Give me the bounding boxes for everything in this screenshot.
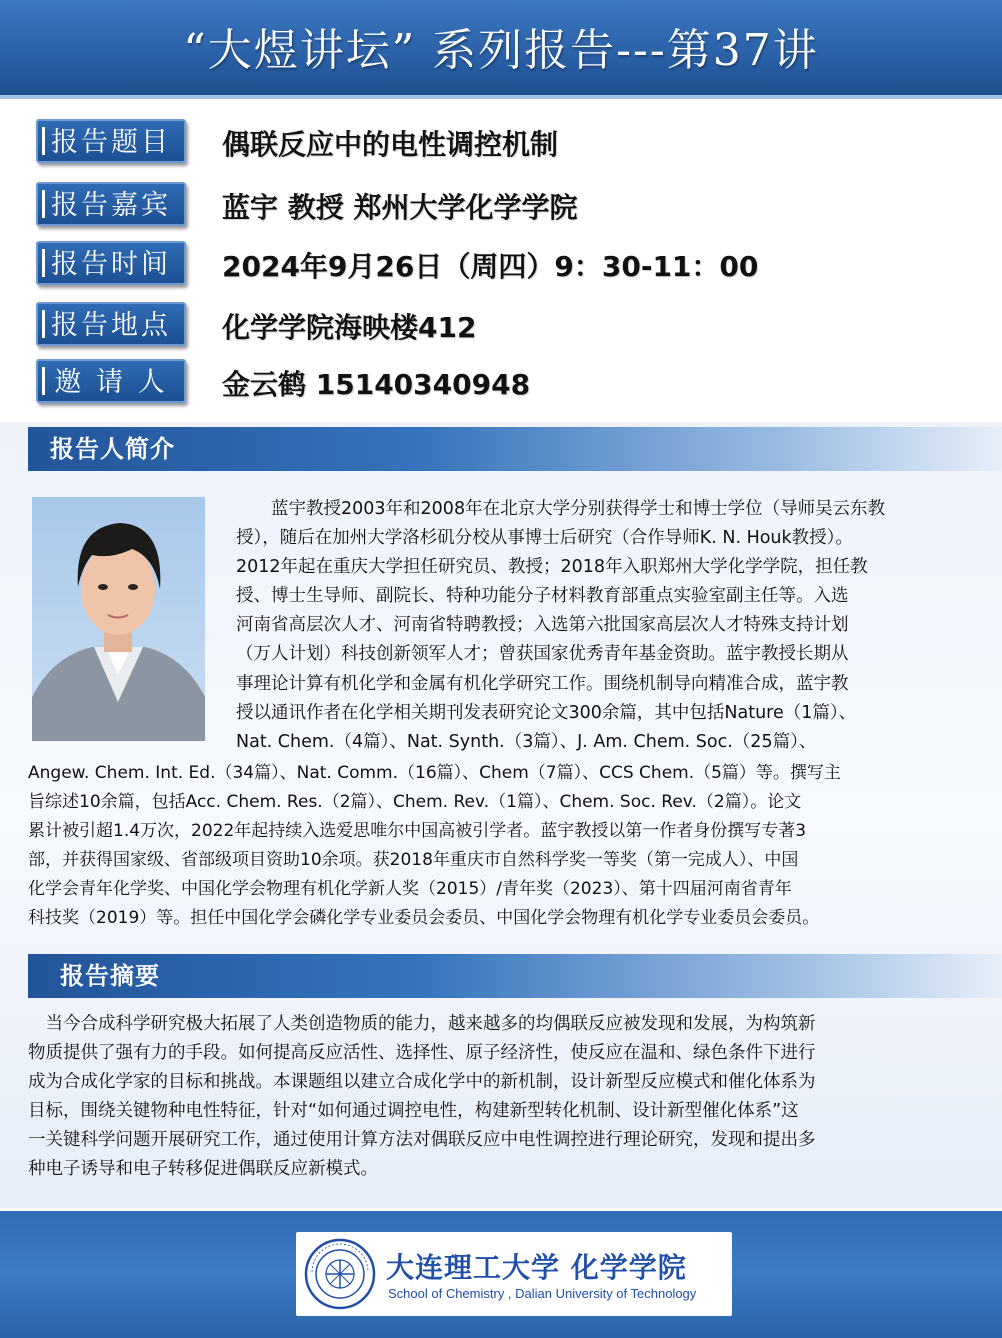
logo-english-name: School of Chemistry , Dalian University of Technology bbox=[388, 1286, 697, 1301]
footer-divider bbox=[0, 1208, 1002, 1211]
bio-line: 累计被引超1.4万次，2022年起持续入选爱思唯尔中国高被引学者。蓝宇教授以第一作者身份撰写专著3 bbox=[28, 821, 807, 842]
bio-paragraph-lower bbox=[28, 759, 841, 934]
university-logo bbox=[296, 1232, 732, 1316]
portrait-image bbox=[32, 497, 205, 741]
abstract-line: 目标，围绕关键物种电性特征，针对“如何通过调控电性，构建新型转化机制、设计新型催化体系”这 bbox=[28, 1101, 799, 1121]
abstract-line: 一关键科学问题开展研究工作，通过使用计算方法对偶联反应中电性调控进行理论研究，发现和提出多 bbox=[28, 1130, 816, 1150]
bio-line: （万人计划）科技创新领军人才；曾获国家优秀青年基金资助。蓝宇教授长期从 bbox=[236, 644, 849, 665]
university-seal-icon bbox=[304, 1238, 376, 1310]
info-row-time bbox=[0, 241, 1002, 287]
info-panel bbox=[0, 99, 1002, 422]
bio-line: 授），随后在加州大学洛杉矶分校从事博士后研究（合作导师K. N. Houk教授）。 bbox=[236, 528, 853, 549]
label-time: 报告时间 bbox=[36, 241, 186, 285]
abstract-line: 种电子诱导和电子转移促进偶联反应新模式。 bbox=[28, 1159, 378, 1179]
abstract-heading: 报告摘要 bbox=[60, 962, 160, 990]
header-banner bbox=[0, 0, 1002, 95]
label-inviter: 邀 请 人 bbox=[36, 359, 186, 403]
abstract-section-bar bbox=[28, 954, 1002, 998]
value-venue: 化学学院海映楼412 bbox=[222, 311, 477, 344]
label-venue: 报告地点 bbox=[36, 302, 186, 346]
info-row-venue bbox=[0, 302, 1002, 348]
value-report-title: 偶联反应中的电性调控机制 bbox=[222, 128, 559, 161]
value-speaker: 蓝宇 教授 郑州大学化学学院 bbox=[222, 191, 578, 224]
label-speaker: 报告嘉宾 bbox=[36, 182, 186, 226]
abstract-paragraph bbox=[28, 1010, 816, 1184]
bio-line: 事理论计算有机化学和金属有机化学研究工作。围绕机制导向精准合成，蓝宇教 bbox=[236, 673, 849, 694]
abstract-line: 物质提供了强有力的手段。如何提高反应活性、选择性、原子经济性，使反应在温和、绿色条件下进行 bbox=[28, 1043, 816, 1063]
abstract-line: 当今合成科学研究极大拓展了人类创造物质的能力，越来越多的均偶联反应被发现和发展，为构筑新 bbox=[28, 1014, 816, 1034]
bio-line: 河南省高层次人才、河南省特聘教授；入选第六批国家高层次人才特殊支持计划 bbox=[236, 615, 849, 636]
bio-line: 化学会青年化学奖、中国化学会物理有机化学新人奖（2015）/青年奖（2023）、第十四届河南省青年 bbox=[28, 879, 792, 900]
bio-line: 部，并获得国家级、省部级项目资助10余项。获2018年重庆市自然科学奖一等奖（第一完成人）、中国 bbox=[28, 850, 799, 871]
bio-line: 科技奖（2019）等。担任中国化学会磷化学专业委员会委员、中国化学会物理有机化学专业委员会委员。 bbox=[28, 908, 820, 929]
page-title: “大煜讲坛” 系列报告---第37讲 bbox=[183, 25, 819, 76]
bio-line: 2012年起在重庆大学担任研究员、教授；2018年入职郑州大学化学学院，担任教 bbox=[236, 557, 868, 578]
bio-line: 授以通讯作者在化学相关期刊发表研究论文300余篇，其中包括Nature（1篇）、 bbox=[236, 702, 857, 723]
value-time: 2024年9月26日（周四）9：30-11：00 bbox=[222, 250, 759, 283]
bio-line: 授、博士生导师、副院长、特种功能分子材料教育部重点实验室副主任等。入选 bbox=[236, 586, 849, 607]
bio-line: 旨综述10余篇，包括Acc. Chem. Res.（2篇）、Chem. Rev.（1篇）、Chem. Soc. Rev.（2篇）。论文 bbox=[28, 792, 802, 813]
speaker-photo bbox=[32, 497, 205, 741]
logo-chinese-name: 大连理工大学 化学学院 bbox=[386, 1251, 687, 1284]
bio-line: Angew. Chem. Int. Ed.（34篇）、Nat. Comm.（16篇）、Chem（7篇）、CCS Chem.（5篇）等。撰写主 bbox=[28, 763, 841, 783]
label-report-title: 报告题目 bbox=[36, 119, 186, 163]
bio-line: 蓝宇教授2003年和2008年在北京大学分别获得学士和博士学位（导师吴云东教 bbox=[236, 499, 886, 519]
info-row-title bbox=[0, 119, 1002, 165]
bio-line: Nat. Chem.（4篇）、Nat. Synth.（3篇）、J. Am. Chem. Soc.（25篇）、 bbox=[236, 731, 817, 752]
value-inviter: 金云鹤 15140340948 bbox=[222, 368, 531, 401]
info-row-inviter bbox=[0, 359, 1002, 405]
abstract-line: 成为合成化学家的目标和挑战。本课题组以建立合成化学中的新机制，设计新型反应模式和催化体系为 bbox=[28, 1072, 816, 1092]
bio-section-bar bbox=[28, 427, 1002, 471]
bio-paragraph-upper bbox=[236, 495, 885, 757]
bio-heading: 报告人简介 bbox=[50, 435, 175, 463]
info-row-speaker bbox=[0, 182, 1002, 228]
